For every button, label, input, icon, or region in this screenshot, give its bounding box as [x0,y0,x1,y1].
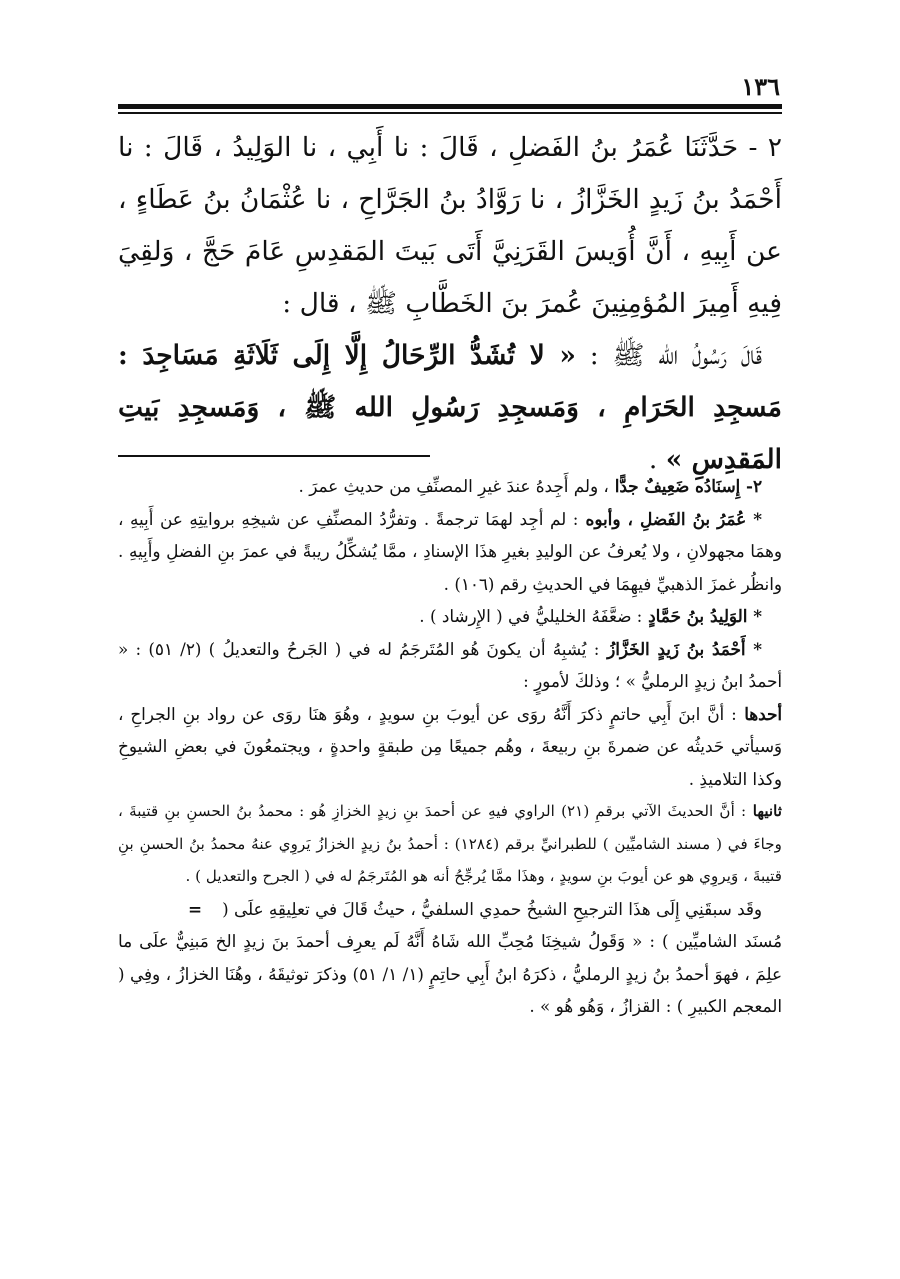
note-text: ، ولم أَجِدهُ عندَ غيرِ المصنِّفِ من حديثِ عمرَ . [298,476,609,496]
note-umar-ibn-alfadl [118,503,782,601]
hadith-lead: قَالَ رَسُولُ الله ﷺ : [575,340,763,371]
note-text: : لم أجِد لهمَا ترجمةً . وتفرُّدُ المصنِّفِ عن شيخِهِ بروايتِهِ عن أَبِيهِ ، وهمَا مجهولانِ ، ولا يُعرفُ عن الوليدِ بغيرِ هذَا الإسنادِ ، ممَّا يُشكِّلُ ريبةً في عمرَ بنِ الفضلِ وأَبِيهِ . وانظُر غمزَ الذهبيِّ فيهِمَا في الحديثِ رقم (١٠٦) . [118,508,782,594]
header-rule-thin [118,112,782,114]
main-text [118,122,782,486]
note-first-reason [118,698,782,796]
note-text: : يُشبِهُ أن يكونَ هُو المُتَرجَمُ له في ( الجَرحُ والتعديلُ ) (٢/ ٥١) : « أحمدُ ابنُ زيدٍ الرمليُّ » ؛ وذلكَ لأمورٍ : [118,638,782,691]
note-label: ثانيها [746,802,782,820]
continuation-mark: = [188,898,203,919]
note-label: * الوَلِيدُ بنُ حَمَّادٍ [642,606,762,626]
note-label: أحدها [736,703,782,724]
note-text: : أنَّ ابنَ أَبِي حاتمٍ ذكرَ أَنَّهُ روَى عن أيوبَ بنِ سويدٍ ، وهُوَ هنَا روَى عن رواد بنِ الجراحِ ، وَسيأتي حَديثُه عن ضمرةَ بنِ ربيعةَ ، وهُم جميعًا مِن طبقةٍ واحدةٍ ، ويجتمعُونَ في بعضِ الشيوخِ وكذا التلاميذِ . [118,703,782,789]
hadith-end: . [648,444,666,475]
note-text: : أنَّ الحديثَ الآتي برقمِ (٢١) الراوي فيهِ عن أحمدَ بنِ زيدٍ الخزازِ هُو : محمدُ بنُ الحسنِ بنِ قتيبةَ ، وجاءَ في ( مسند الشاميِّين ) للطبرانيِّ برقم (١٢٨٤) : أحمدُ بنُ زيدٍ الخزازُ يَروِي عنهُ محمدُ بنُ الحسنِ بنِ قتيبةَ ، وَيروِي هو عن أيوبَ بنِ سويدٍ ، وهذَا ممَّا يُرجِّحُ أنه هو المُتَرجَمُ له في ( الجرح والتعديل ) . [118,802,783,885]
note-label: * عُمَرُ بنُ الفَضلِ ، وأبوه [578,508,762,529]
page-number: ١٣٦ [741,72,780,101]
note-second-reason [118,795,782,893]
footnotes [118,470,782,1023]
note-label: * أَحْمَدُ بنُ زَيدٍ الخَزَّازُ [599,638,762,659]
note-label: ٢- إِسنَادُه ضَعِيفٌ جدًّا [608,476,762,496]
hadith-text: « لا تُشَدُّ الرِّحَالُ إِلَّا إِلَى ثَلَاثَةِ مَسَاجِدَ : مَسجِدِ الحَرَامِ ، وَمَسجِدِ رَسُولِ الله ﷺ ، وَمَسجِدِ بَيتِ المَقدِسِ » [118,340,782,475]
hadith-isnad: ٢ - حَدَّثَنَا عُمَرُ بنُ الفَضلِ ، قَالَ : نا أَبِي ، نا الوَلِيدُ ، قَالَ : نا أَحْمَدُ بنُ زَيدٍ الخَزَّازُ ، نا رَوَّادُ بنُ الجَرَّاحِ ، نا عُثْمَانُ بنُ عَطَاءٍ ، عن أَبِيهِ ، أَنَّ أُوَيسَ القَرَنِيَّ أَتَى بَيتَ المَقدِسِ عَامَ حَجَّ ، وَلقِيَ فِيهِ أَمِيرَ المُؤمِنِينَ عُمرَ بنَ الخَطَّابِ ﷺ ، قال : [118,132,782,319]
hadith-matn-paragraph [118,330,782,486]
note-salafi-quote [118,893,782,1023]
note-ahmad-ibn-zayd [118,633,782,698]
note-isnad-grade [118,470,782,503]
note-text: : ضعَّفَهُ الخليليُّ في ( الإِرشاد ) . [419,606,643,626]
note-walid-ibn-hammad [118,600,782,633]
footnote-separator [118,455,430,457]
header-rule-thick [118,104,782,109]
note-text: وقَد سبقَنِي إِلَى هذَا الترجيحِ الشيخُ حمدِي السلفيُّ ، حيثُ قَالَ في تعلِيقِهِ علَى ( مُسنَد الشاميِّين ) : « وَقَولُ شيخِنَا مُحِبِّ الله شَاهُ أَنَّهُ لَم يعرِف أحمدَ بنَ زيدٍ الخ مَبنِيٌّ علَى ما علِمَ ، فهوَ أحمدُ بنُ زيدٍ الرمليُّ ، ذكرَهُ ابنُ أَبِي حاتِمٍ (١/ ١/ ٥١) وذكرَ توثيقَهُ ، وهُنَا الخزازُ ، وفِي ( المعجم الكبيرِ ) : القزازُ ، وَهُو هُو » . [118,898,782,1016]
